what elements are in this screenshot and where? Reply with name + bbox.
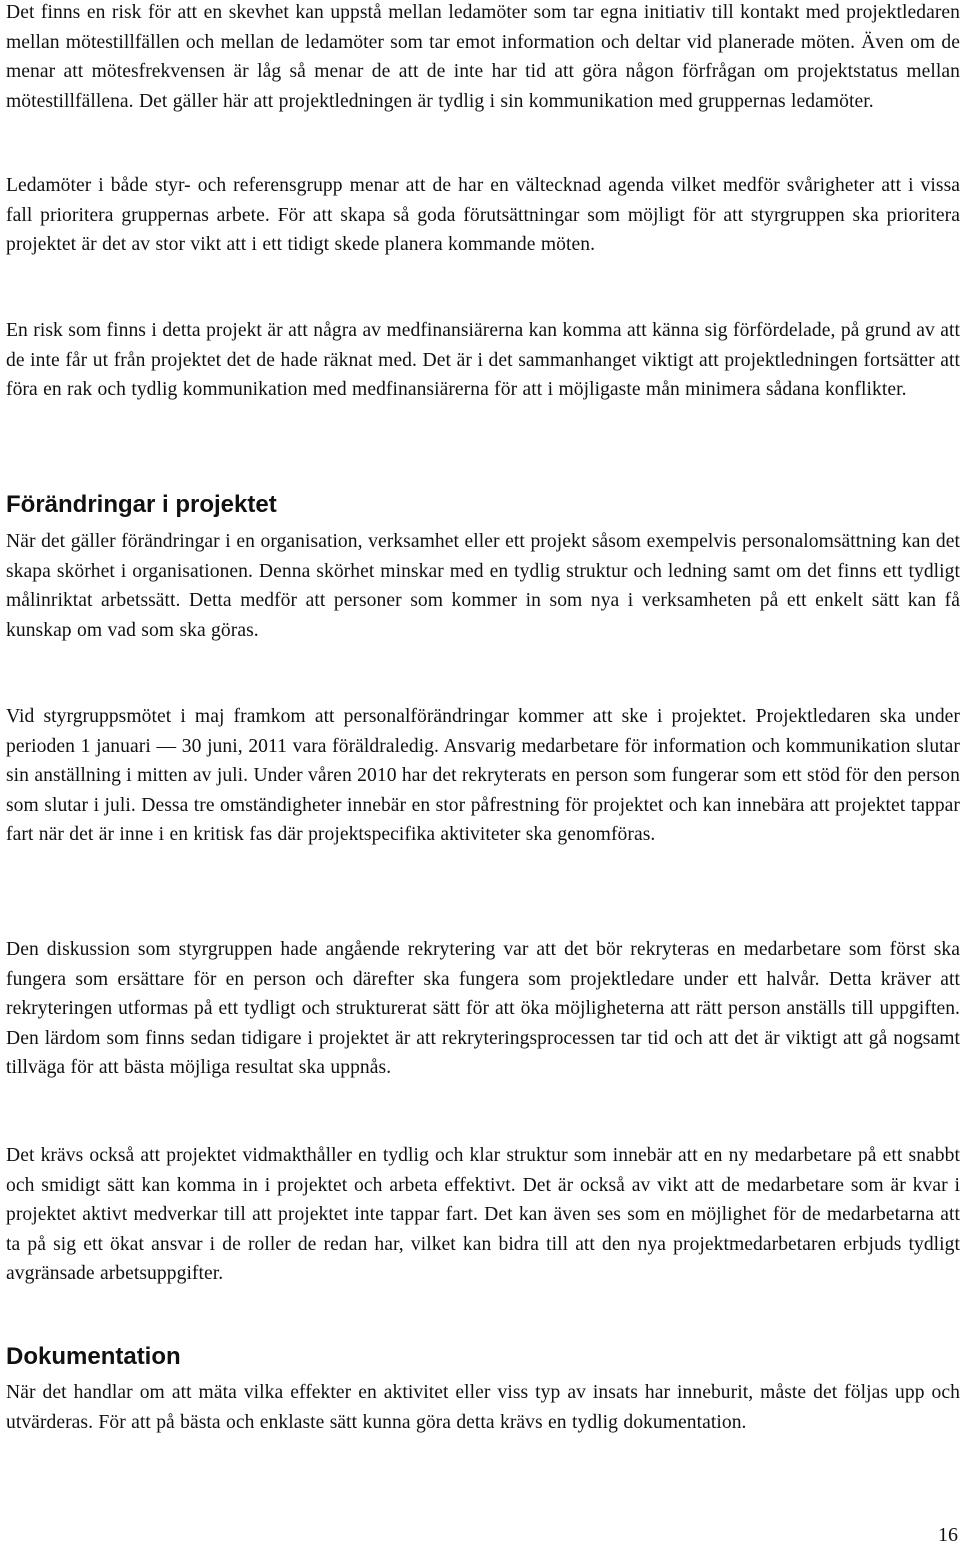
section-heading-forandringar: Förändringar i projektet — [6, 491, 277, 518]
paragraph-skevhet-risk: Det finns en risk för att en skevhet kan uppstå mellan ledamöter som tar egna initiativ till kontakt med projektledaren mellan mötestillfällen och mellan de ledamöter som tar emot information och deltar vid planerade möten. Även om de menar att mötesfrekvensen är låg så menar de att de inte har tid att göra någon förfrågan om projektstatus mellan mötestillfällena. Det gäller här att projektledningen är tydlig i sin kommunikation med gruppernas ledamöter. — [6, 2, 960, 112]
paragraph-agenda-prioritering: Ledamöter i både styr- och referensgrupp menar att de har en vältecknad agenda vilket medför svårigheter att i vissa fall prioritera gruppernas arbete. För att skapa så goda förutsättningar som möjligt för att styrgruppen ska prioritera projektet är det av stor vikt att i ett tidigt skede planera kommande möten. — [6, 175, 960, 255]
paragraph-medfinansiarer-risk: En risk som finns i detta projekt är att några av medfinansiärerna kan komma att känna sig förfördelade, på grund av att de inte får ut från projektet det de hade räknat med. Det är i det sammanhanget viktigt att projektledningen fortsätter att föra en rak och tydlig kommunikation med medfinansiärerna för att i möjligaste mån minimera sådana konflikter. — [6, 320, 960, 400]
paragraph-dokumentation: När det handlar om att mäta vilka effekter en aktivitet eller viss typ av insats har inneburit, måste det följas upp och utvärderas. För att på bästa och enklaste sätt kunna göra detta krävs en tydlig dokumentation. — [6, 1382, 960, 1433]
paragraph-rekrytering: Den diskussion som styrgruppen hade angående rekrytering var att det bör rekryteras en medarbetare som först ska fungera som ersättare för en person och därefter ska fungera som projektledare under ett halvår. Detta kräver att rekryteringen utformas på ett tydligt och strukturerat sätt för att öka möjligheterna att rätt person anställs till uppgiften. Den lärdom som finns sedan tidigare i projektet är att rekryteringsprocessen tar tid och att det är viktigt att gå nogsamt tillväga för att bästa möjliga resultat ska uppnås. — [6, 939, 960, 1078]
section-heading-dokumentation: Dokumentation — [6, 1343, 181, 1370]
paragraph-struktur-medarbetare: Det krävs också att projektet vidmakthåller en tydlig och klar struktur som innebär att en ny medarbetare på ett snabbt och smidigt sätt kan komma in i projektet och arbeta effektivt. Det är också av vikt att de medarbetare som är kvar i projektet aktivt medverkar till att projektet inte tappar fart. Det kan även ses som en möjlighet för de medarbetarna att ta på sig ett ökat ansvar i de roller de redan har, vilket kan bidra till att den nya projektmedarbetaren erbjuds tydligt avgränsade arbetsuppgifter. — [6, 1145, 960, 1284]
page-number: 16 — [938, 1524, 958, 1546]
paragraph-personalomsattning: När det gäller förändringar i en organisation, verksamhet eller ett projekt såsom exempelvis personalomsättning kan det skapa skörhet i organisationen. Denna skörhet minskar med en tydlig struktur och ledning samt om det finns ett tydligt målinriktat arbetssätt. Detta medför att personer som kommer in som nya i verksamheten på ett enkelt sätt kan få kunskap om vad som ska göras. — [6, 531, 960, 641]
paragraph-styrgruppsmote: Vid styrgruppsmötet i maj framkom att personalförändringar kommer att ske i projektet. Projektledaren ska under perioden 1 januari — 30 juni, 2011 vara föräldraledig. Ansvarig medarbetare för information och kommunikation slutar sin anställning i mitten av juli. Under våren 2010 har det rekryterats en person som fungerar som ett stöd för den person som slutar i juli. Dessa tre omständigheter innebär en stor påfrestning för projektet och kan innebära att projektet tappar fart när det är inne i en kritisk fas där projektspecifika aktiviteter ska genomföras. — [6, 706, 960, 845]
